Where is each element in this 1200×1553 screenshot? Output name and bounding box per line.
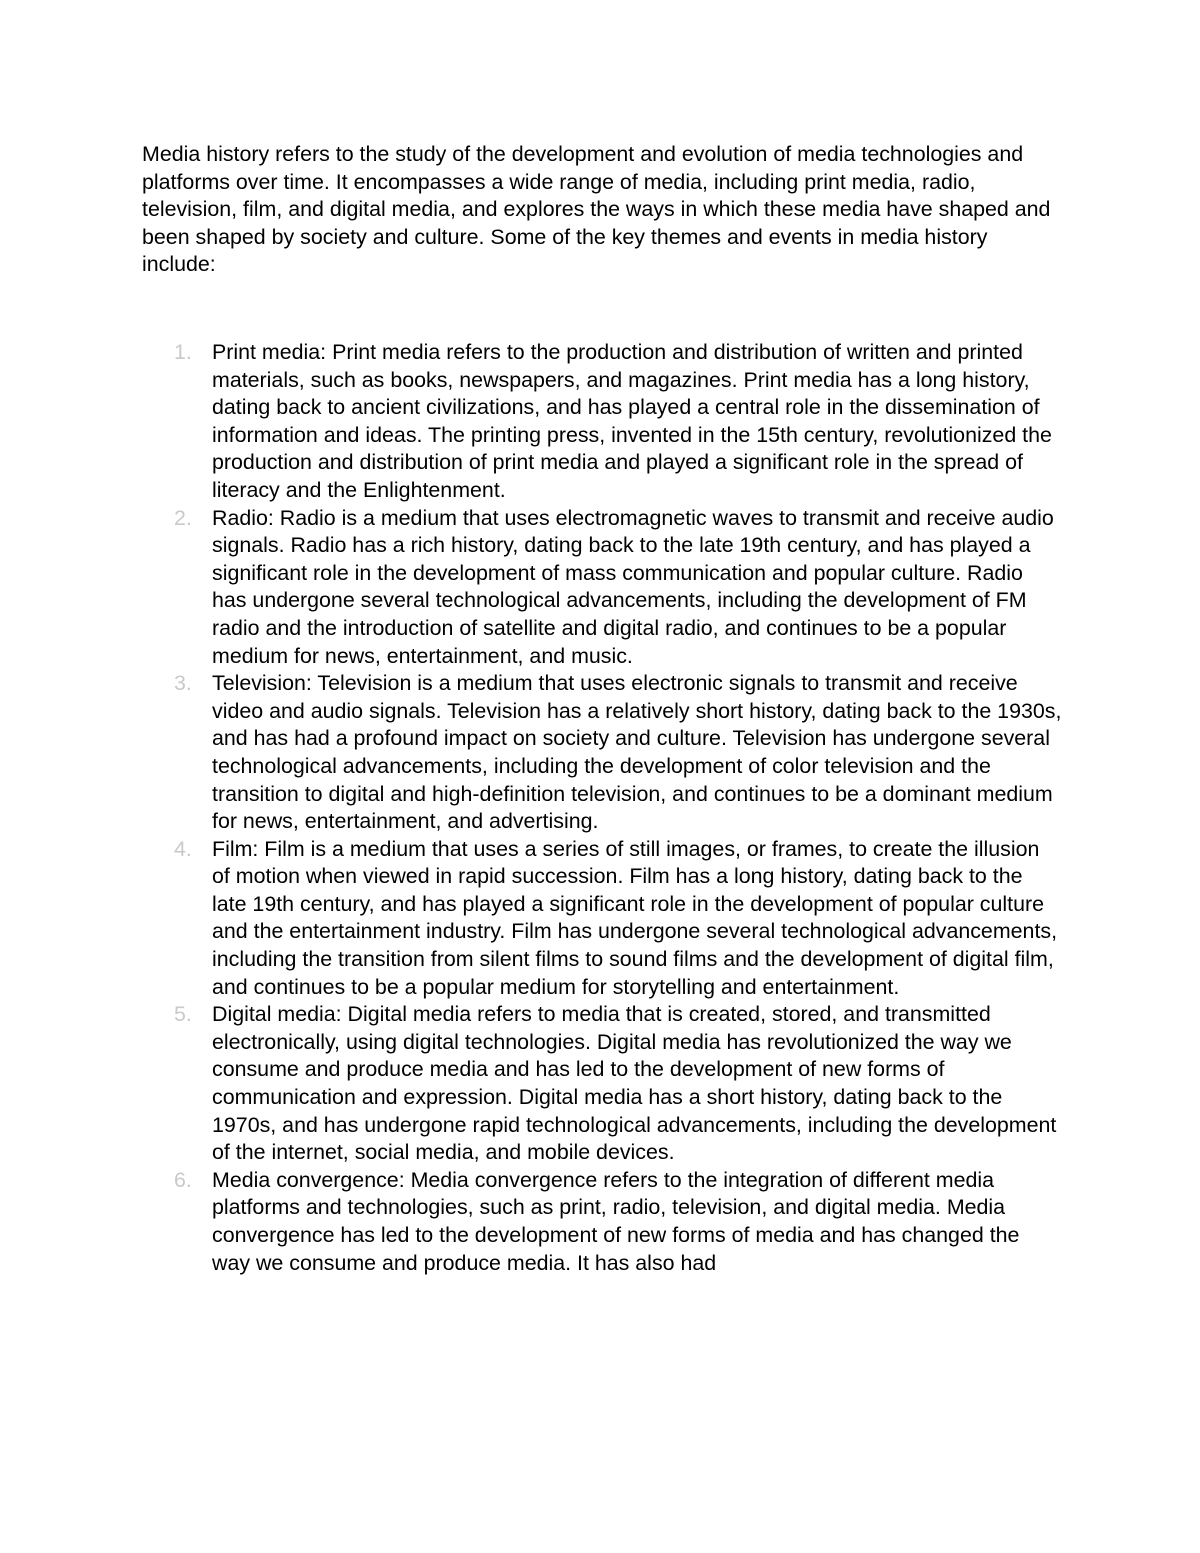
list-number: 1. <box>174 340 192 364</box>
list-item-text: Media convergence: Media convergence refers to the integration of different media platforms and technologies, such as print, radio, television, and digital media. Media convergence has led to the development of new forms of media and has changed the way we consume and produce media. It has also had <box>212 1167 1020 1275</box>
topic-media-convergence <box>142 1167 1062 1277</box>
list-item-text: Radio: Radio is a medium that uses electromagnetic waves to transmit and receive audio signals. Radio has a rich history, dating back to the late 19th century, and has played a significant role in the development of mass communication and popular culture. Radio has undergone several technological advancements, including the development of FM radio and the introduction of satellite and digital radio, and continues to be a popular medium for news, entertainment, and music. <box>212 505 1054 668</box>
list-number: 4. <box>174 836 192 861</box>
topic-television <box>142 670 1062 836</box>
media-history-topic-list <box>142 339 1062 1277</box>
topic-radio <box>142 505 1062 671</box>
topic-digital-media <box>142 1001 1062 1167</box>
intro-paragraph: Media history refers to the study of the development and evolution of media technologies and platforms over time. It encompasses a wide range of media, including print media, radio, television, film, and digital media, and explores the ways in which these media have shaped and been shaped by society and culture. Some of the key themes and events in media history include: <box>142 142 1051 277</box>
list-item-text: Print media: Print media refers to the production and distribution of written and printed materials, such as books, newspapers, and magazines. Print media has a long history, dating back to ancient civilizations, and has played a central role in the dissemination of information and ideas. The printing press, invented in the 15th century, revolutionized the production and distribution of print media and played a significant role in the spread of literacy and the Enlightenment. <box>212 340 1052 502</box>
topic-print-media <box>142 339 1062 505</box>
list-item-text: Digital media: Digital media refers to media that is created, stored, and transmitted electronically, using digital technologies. Digital media has revolutionized the way we consume and produce media and has led to the development of new forms of communication and expression. Digital media has a short history, dating back to the 1970s, and has undergone rapid technological advancements, including the development of the internet, social media, and mobile devices. <box>212 1002 1057 1165</box>
topic-film <box>142 836 1062 1002</box>
list-number: 2. <box>174 505 192 530</box>
list-item-text: Film: Film is a medium that uses a series of still images, or frames, to create the illusion of motion when viewed in rapid succession. Film has a long history, dating back to the late 19th century, and has played a significant role in the development of popular culture and the entertainment industry. Film has undergone several technological advancements, including the transition from silent films to sound films and the development of digital film, and continues to be a popular medium for storytelling and entertainment. <box>212 836 1058 999</box>
list-item-text: Television: Television is a medium that uses electronic signals to transmit and receive video and audio signals. Television has a relatively short history, dating back to the 1930s, and has had a profound impact on society and culture. Television has undergone several technological advancements, including the development of color television and the transition to digital and high-definition television, and continues to be a dominant medium for news, entertainment, and advertising. <box>212 671 1062 834</box>
list-number: 5. <box>174 1002 192 1027</box>
list-number: 6. <box>174 1167 192 1192</box>
list-number: 3. <box>174 671 192 696</box>
document-page <box>142 141 1062 1275</box>
